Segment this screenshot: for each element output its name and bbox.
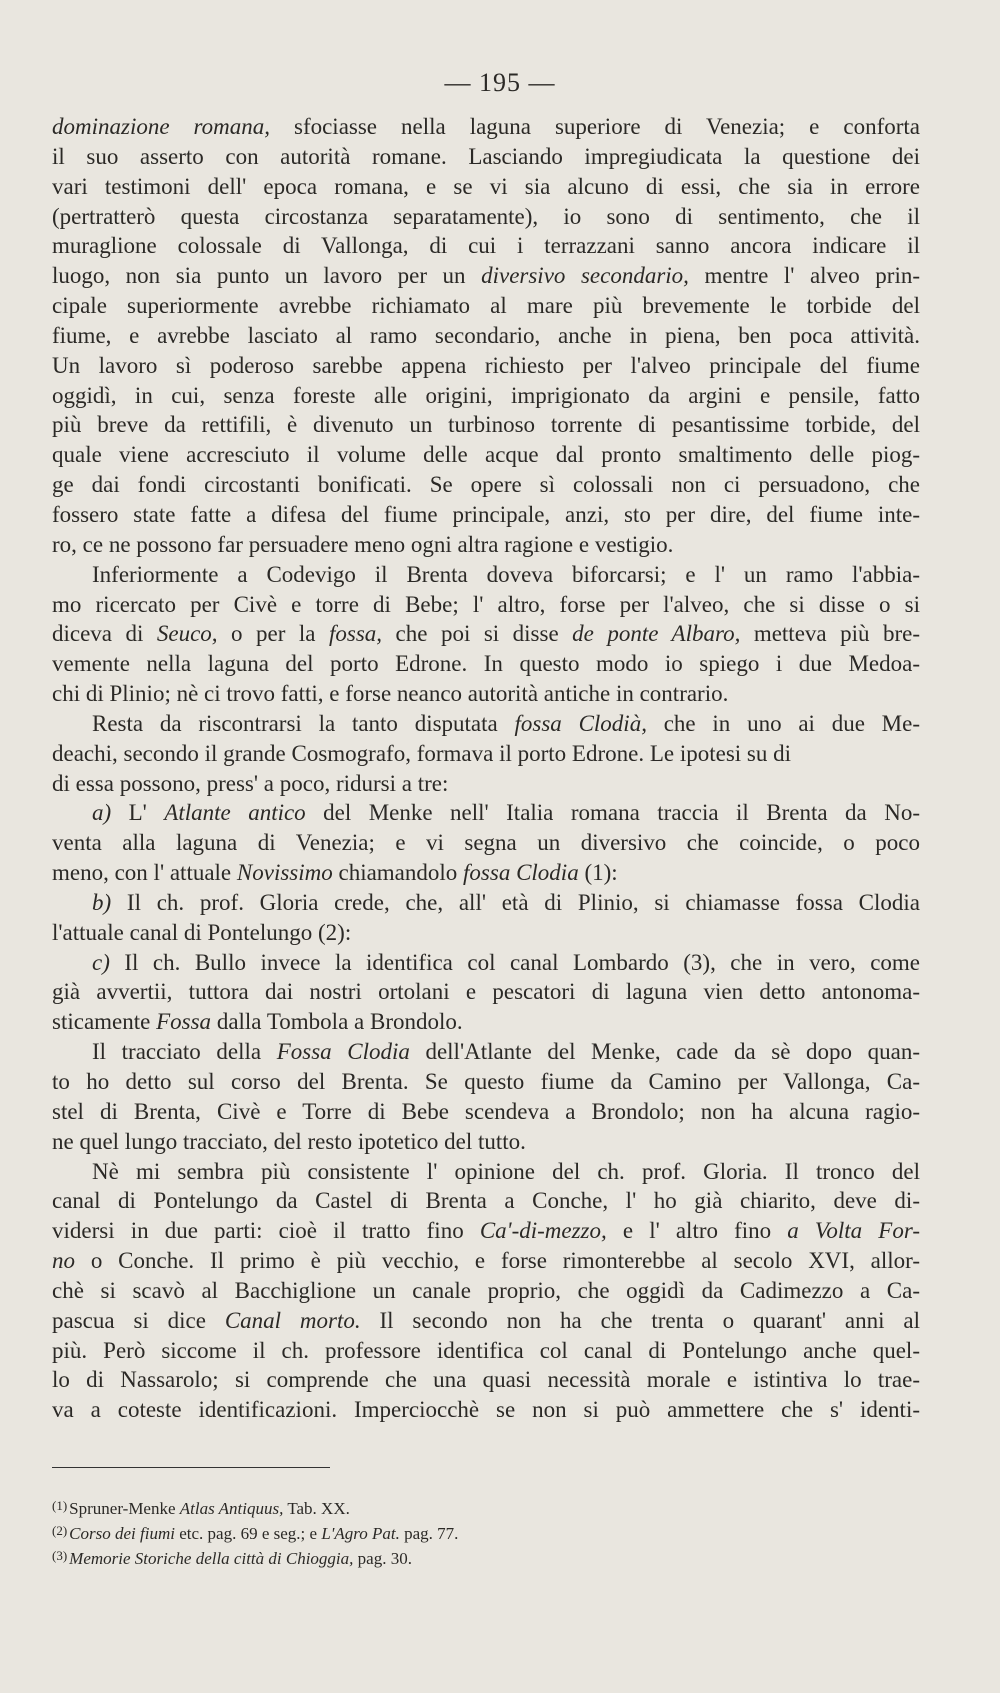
text-line [52, 1097, 920, 1127]
text-run: cipale superiormente avrebbe richiamato al mare più brevemente le torbide del [52, 293, 920, 319]
text-line [52, 231, 920, 261]
text-line [52, 381, 920, 411]
text-run: dell'Atlante del Menke, cade da sè dopo quan- [409, 1039, 920, 1065]
text-run: to ho detto sul corso del Brenta. Se questo fiume da Camino per Vallonga, Ca- [52, 1069, 920, 1094]
italic-text: b) [92, 889, 112, 915]
text-line [52, 202, 920, 232]
text-run: pag. 77. [399, 1524, 459, 1543]
text-run: già avvertii, tuttora dai nostri ortolani e pescatori di laguna vien detto antonoma- [52, 979, 920, 1005]
text-run: (1): [578, 860, 618, 886]
italic-text: Novissimo [236, 860, 333, 886]
text-line [52, 1186, 920, 1216]
italic-text: Corso dei fiumi [69, 1524, 175, 1543]
text-line [52, 948, 920, 978]
text-line [52, 1216, 920, 1246]
text-run: canal di Pontelungo da Castel di Brenta a Conche, l' ho già chiarito, deve di- [52, 1188, 920, 1214]
text-run: Resta da riscontrarsi la tanto disputata [92, 710, 515, 736]
text-run: deachi, secondo il grande Cosmografo, formava il porto Edrone. Le ipotesi su di [52, 740, 791, 766]
text-line [52, 1336, 920, 1366]
italic-text: no [52, 1248, 75, 1274]
text-line [52, 530, 920, 560]
text-run: pascua si dice [52, 1307, 225, 1333]
italic-text: diversivo secondario, [481, 263, 689, 289]
text-run: (pertratterò questa circostanza separatamente), io sono di sentimento, che il [52, 203, 920, 229]
main-text [52, 112, 920, 1425]
text-run: chi di Plinio; nè ci trovo fatti, e forse neanco autorità antiche in contrario. [52, 681, 729, 707]
text-line [52, 739, 920, 769]
text-run: meno, con l' attuale [52, 860, 237, 886]
text-line [52, 918, 920, 948]
text-run: Il tracciato della [92, 1039, 277, 1065]
text-run: Tab. XX. [283, 1499, 350, 1518]
italic-text: a) [92, 800, 112, 826]
footnote [52, 1493, 920, 1518]
italic-text: a Volta For- [787, 1218, 920, 1244]
text-line [52, 679, 920, 709]
italic-text: Atlas Antiquus, [179, 1499, 284, 1518]
text-run: chè si scavò al Bacchiglione un canale proprio, che oggidì da Cadimezzo a Ca- [52, 1277, 920, 1303]
text-run: il suo asserto con autorità romane. Lasciando impregiudicata la questione dei [52, 143, 920, 169]
text-line [52, 977, 920, 1007]
text-run: vari testimoni dell' epoca romana, e se vi sia alcuno di essi, che sia in errore [52, 173, 920, 199]
italic-text: Canal morto. [224, 1307, 361, 1333]
text-run: l'attuale canal di Pontelungo (2): [52, 919, 352, 945]
text-line [52, 1037, 920, 1067]
text-run: vidersi in due parti: cioè il tratto fino [52, 1218, 480, 1244]
text-run: più breve da rettifili, è divenuto un turbinoso torrente di pesantissime torbide, del [52, 412, 920, 438]
footnote [52, 1543, 920, 1568]
text-line [52, 172, 920, 202]
text-run: più. Però siccome il ch. professore identifica col canal di Pontelungo anche quel- [52, 1337, 920, 1363]
text-line [52, 142, 920, 172]
text-run: metteva più bre- [740, 621, 921, 647]
text-run: Nè mi sembra più consistente l' opinione del ch. prof. Gloria. Il tronco del [92, 1158, 920, 1184]
text-line [52, 1276, 920, 1306]
footnotes [52, 1493, 920, 1568]
text-run: di essa possono, press' a poco, ridursi a tre: [52, 770, 449, 796]
text-line [52, 858, 920, 888]
text-run: sticamente [52, 1009, 157, 1035]
text-line [52, 798, 920, 828]
text-line [52, 590, 920, 620]
italic-text: de ponte Albaro, [572, 621, 741, 647]
text-line [52, 1127, 920, 1157]
text-line [52, 1365, 920, 1395]
italic-text: c) [92, 949, 110, 975]
text-run: Il ch. Bullo invece la identifica col canal Lombardo (3), che in vero, come [109, 949, 920, 975]
text-run: va a coteste identificazioni. Imperciocchè se non si può ammettere che s' identi- [52, 1397, 920, 1423]
text-line [52, 500, 920, 530]
footnote-mark: (1) [52, 1498, 68, 1513]
text-line [52, 321, 920, 351]
text-run: vemente nella laguna del porto Edrone. In questo modo io spiego i due Medoa- [52, 651, 920, 677]
text-run: Il secondo non ha che trenta o quarant' anni al [360, 1307, 920, 1333]
text-run: venta alla laguna di Venezia; e vi segna un diversivo che coincide, o poco [52, 830, 920, 856]
text-line [52, 1007, 920, 1037]
text-line [52, 1395, 920, 1425]
italic-text: fossa Clodia [463, 860, 579, 886]
text-line [52, 560, 920, 590]
footnote-mark: (2) [52, 1523, 68, 1538]
text-run: del Menke nell' Italia romana traccia il Brenta da No- [305, 800, 920, 826]
text-run: che poi si disse [382, 621, 573, 647]
text-run: muraglione colossale di Vallonga, di cui i terrazzani sanno ancora indicare il [52, 233, 920, 259]
text-line [52, 410, 920, 440]
text-line [52, 470, 920, 500]
text-run: mo ricercato per Civè e torre di Bebe; l' altro, forse per l'alveo, che si disse o si [52, 591, 920, 617]
text-run: Un lavoro sì poderoso sarebbe appena richiesto per l'alveo principale del fiume [52, 352, 920, 378]
text-run: stel di Brenta, Civè e Torre di Bebe scendeva a Brondolo; non ha alcuna ragio- [52, 1098, 920, 1124]
text-line [52, 261, 920, 291]
text-run: quale viene accresciuto il volume delle acque dal pronto smaltimento delle piog- [52, 442, 920, 468]
text-line [52, 112, 920, 142]
text-run: e l' altro fino [606, 1218, 788, 1244]
text-line [52, 1246, 920, 1276]
italic-text: fossa, [329, 621, 383, 647]
text-run: Il ch. prof. Gloria crede, che, all' età di Plinio, si chiamasse fossa Clodia [111, 889, 920, 915]
italic-text: Fossa [156, 1009, 212, 1035]
text-run: L' [111, 800, 165, 826]
text-line [52, 351, 920, 381]
text-line [52, 440, 920, 470]
text-run: o Conche. Il primo è più vecchio, e forse rimonterebbe al secolo XVI, allor- [75, 1248, 920, 1274]
text-line [52, 1157, 920, 1187]
text-line [52, 649, 920, 679]
italic-text: fossa Clodià, [514, 710, 647, 736]
text-run: fossero state fatte a difesa del fiume principale, anzi, sto per dire, del fiume inte- [52, 501, 920, 527]
text-line [52, 709, 920, 739]
text-run: oggidì, in cui, senza foreste alle origini, imprigionato da argini e pensile, fatto [52, 382, 920, 408]
text-line [52, 828, 920, 858]
text-run: che in uno ai due Me- [646, 710, 920, 736]
text-run: luogo, non sia punto un lavoro per un [52, 263, 482, 289]
text-line [52, 1306, 920, 1336]
text-run: ge dai fondi circostanti bonificati. Se opere sì colossali non ci persuadono, che [52, 472, 920, 498]
text-line [52, 888, 920, 918]
text-run: fiume, e avrebbe lasciato al ramo secondario, anche in piena, ben poca attività. [52, 322, 920, 348]
italic-text: Fossa Clodia [276, 1039, 410, 1065]
text-run: ne quel lungo tracciato, del resto ipotetico del tutto. [52, 1128, 526, 1154]
text-line [52, 769, 920, 799]
text-run: Inferiormente a Codevigo il Brenta doveva biforcarsi; e l' un ramo l'abbia- [92, 561, 920, 587]
text-run: sfociasse nella laguna superiore di Venezia; e conforta [270, 114, 920, 139]
text-run: chiamandolo [332, 860, 464, 886]
text-run: o per la [217, 621, 329, 647]
italic-text: Seuco, [156, 621, 218, 647]
text-line [52, 291, 920, 321]
text-run: dalla Tombola a Brondolo. [211, 1009, 463, 1035]
text-line [52, 1067, 920, 1097]
text-run: mentre l' alveo prin- [688, 263, 920, 289]
page-number: — 195 — [444, 68, 556, 97]
italic-text: dominazione romana, [52, 114, 270, 139]
text-run: pag. 30. [353, 1549, 412, 1568]
italic-text: L'Agro Pat. [321, 1524, 400, 1543]
text-run: etc. pag. 69 e seg.; e [174, 1524, 322, 1543]
footnote [52, 1518, 920, 1543]
footnote-rule [52, 1467, 330, 1468]
footnote-mark: (3) [52, 1548, 68, 1563]
text-line [52, 619, 920, 649]
text-run: Spruner-Menke [69, 1499, 180, 1518]
text-run: diceva di [52, 621, 157, 647]
italic-text: Ca'-di-mezzo, [479, 1218, 607, 1244]
text-run: ro, ce ne possono far persuadere meno ogni altra ragione e vestigio. [52, 531, 674, 557]
text-run: lo di Nassarolo; si comprende che una quasi necessità morale e istintiva lo trae- [52, 1367, 920, 1393]
italic-text: Atlante antico [164, 800, 306, 826]
italic-text: Memorie Storiche della città di Chioggia, [69, 1549, 354, 1568]
